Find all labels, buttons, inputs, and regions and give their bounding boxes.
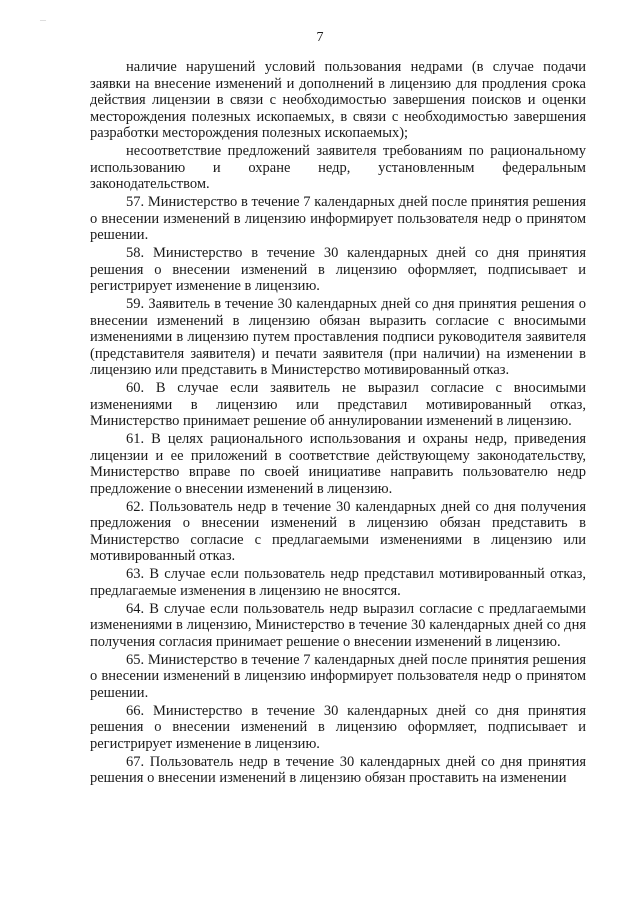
paragraph-61: 61. В целях рационального использования и охраны недр, приведения лицензии и ее приложений в соответствие действующему законодательству, Министерство вправе по своей инициативе направить пользователю недр предложение о внесении изменений в лицензию. (90, 431, 586, 497)
paragraph-63: 63. В случае если пользователь недр представил мотивированный отказ, предлагаемые изменения в лицензию не вносятся. (90, 566, 586, 599)
paragraph-60: 60. В случае если заявитель не выразил согласие с вносимыми изменениями в лицензию или представил мотивированный отказ, Министерство принимает решение об аннулировании изменений в лицензию. (90, 380, 586, 429)
paragraph-62: 62. Пользователь недр в течение 30 календарных дней со дня получения предложения о внесении изменений в лицензию обязан представить в Министерство согласие с предлагаемыми изменениями в лицензию или мотивированный отказ. (90, 498, 586, 564)
paragraph-57: 57. Министерство в течение 7 календарных дней после принятия решения о внесении изменений в лицензию информирует пользователя недр о принятом решении. (90, 194, 586, 243)
page-number: 7 (316, 30, 324, 45)
document-body (90, 59, 586, 788)
paragraph-58: 58. Министерство в течение 30 календарных дней со дня принятия решения о внесении изменений в лицензию оформляет, подписывает и регистрирует изменение в лицензию. (90, 245, 586, 294)
corner-mark: — (40, 18, 46, 24)
paragraph-59: 59. Заявитель в течение 30 календарных дней со дня принятия решения о внесении изменений в лицензию обязан выразить согласие с вносимыми изменениями в лицензию путем проставления подписи руководителя заявителя (представителя заявителя) и печати заявителя (при наличии) на изменении в лицензию или представить в Министерство мотивированный отказ. (90, 296, 586, 378)
paragraph-67: 67. Пользователь недр в течение 30 календарных дней со дня принятия решения о внесении изменений в лицензию обязан проставить на изменении (90, 753, 586, 786)
paragraph-violations: наличие нарушений условий пользования недрами (в случае подачи заявки на внесение изменений и дополнений в лицензию для продления срока действия лицензии в связи с необходимостью завершения поисков и оценки месторождения полезных ископаемых, в связи с необходимостью завершения разработки месторождения полезных ископаемых); (90, 59, 586, 141)
paragraph-65: 65. Министерство в течение 7 календарных дней после принятия решения о внесении изменений в лицензию информирует пользователя недр о принятом решении. (90, 651, 586, 701)
paragraph-64: 64. В случае если пользователь недр выразил согласие с предлагаемыми изменениями в лицензию, Министерство в течение 30 календарных дней со дня получения согласия принимает решение о внесении изменений в лицензию. (90, 600, 586, 650)
paragraph-nonconformity: несоответствие предложений заявителя требованиям по рациональному использованию и охране недр, установленным федеральным законодательством. (90, 143, 586, 192)
paragraph-66: 66. Министерство в течение 30 календарных дней со дня принятия решения о внесении изменений в лицензию оформляет, подписывает и регистрирует изменение в лицензию. (90, 702, 586, 752)
